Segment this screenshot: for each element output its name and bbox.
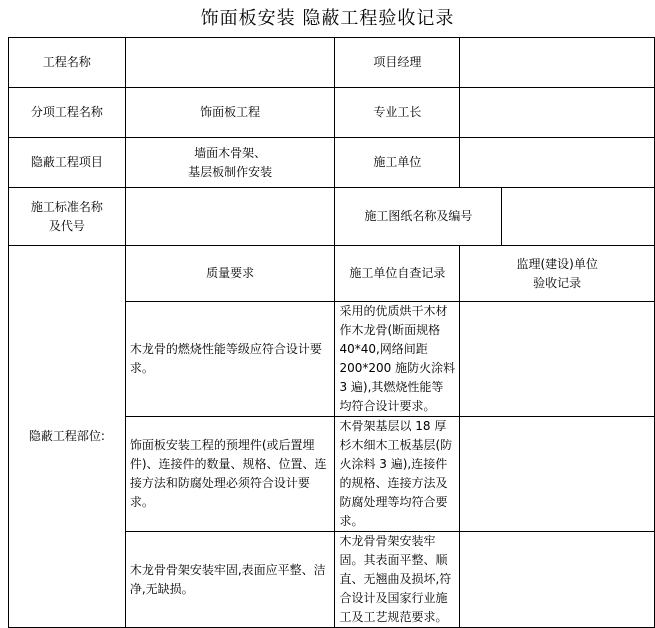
header-self-check: 施工单位自查记录 xyxy=(335,246,460,302)
supervision-cell xyxy=(460,302,655,417)
label-concealed-item: 隐蔽工程项目 xyxy=(9,138,126,188)
supervision-cell xyxy=(460,417,655,532)
value-foreman xyxy=(460,88,655,138)
row-concealed-item xyxy=(9,138,655,188)
label-standard-name xyxy=(9,188,126,246)
label-drawing-name: 施工图纸名称及编号 xyxy=(335,188,502,246)
value-project-name xyxy=(125,38,335,88)
standard-name-line2: 及代号 xyxy=(48,218,85,233)
requirement-cell: 木龙骨的燃烧性能等级应符合设计要求。 xyxy=(125,302,335,417)
row-standard xyxy=(9,188,655,246)
value-project-manager xyxy=(460,38,655,88)
value-standard-name xyxy=(125,188,335,246)
label-foreman: 专业工长 xyxy=(335,88,460,138)
label-construction-unit: 施工单位 xyxy=(335,138,460,188)
header-supervision xyxy=(460,246,655,302)
requirement-cell: 饰面板安装工程的预埋件(或后置埋件)、连接件的数量、规格、位置、连接方法和防腐处理必须符合设计要求。 xyxy=(125,417,335,532)
self-check-cell: 木龙骨骨架安装牢固。其表面平整、顺直、无翘曲及损坏,符合设计及国家行业施工及工艺规范要求。 xyxy=(335,532,460,628)
self-check-cell: 木骨架基层以 18 厚杉木细木工板基层(防火涂料 3 遍),连接件的规格、连接方法及防腐处理等均符合要求。 xyxy=(335,417,460,532)
value-drawing-name xyxy=(502,188,655,246)
inspection-form-table xyxy=(8,37,655,628)
concealed-item-line2: 基层板制作安装 xyxy=(188,164,273,179)
label-sub-project-name: 分项工程名称 xyxy=(9,88,126,138)
label-concealed-part: 隐蔽工程部位: xyxy=(9,246,126,628)
value-sub-project-name: 饰面板工程 xyxy=(125,88,335,138)
row-sub-project xyxy=(9,88,655,138)
value-construction-unit xyxy=(460,138,655,188)
header-quality: 质量要求 xyxy=(125,246,335,302)
self-check-cell: 采用的优质烘干木材作木龙骨(断面规格 40*40,网络间距 200*200 施防火涂料 3 遍),其燃烧性能等均符合设计要求。 xyxy=(335,302,460,417)
label-project-name: 工程名称 xyxy=(9,38,126,88)
supervision-line2: 验收记录 xyxy=(533,275,582,290)
concealed-item-line1: 墙面木骨架、 xyxy=(194,145,267,160)
supervision-cell xyxy=(460,532,655,628)
row-project-name xyxy=(9,38,655,88)
standard-name-line1: 施工标准名称 xyxy=(30,199,103,214)
page-title: 饰面板安装 隐蔽工程验收记录 xyxy=(200,8,455,29)
value-concealed-item xyxy=(125,138,335,188)
row-headers xyxy=(9,246,655,302)
label-project-manager: 项目经理 xyxy=(335,38,460,88)
supervision-line1: 监理(建设)单位 xyxy=(516,256,598,271)
requirement-cell: 木龙骨骨架安装牢固,表面应平整、洁净,无缺损。 xyxy=(125,532,335,628)
